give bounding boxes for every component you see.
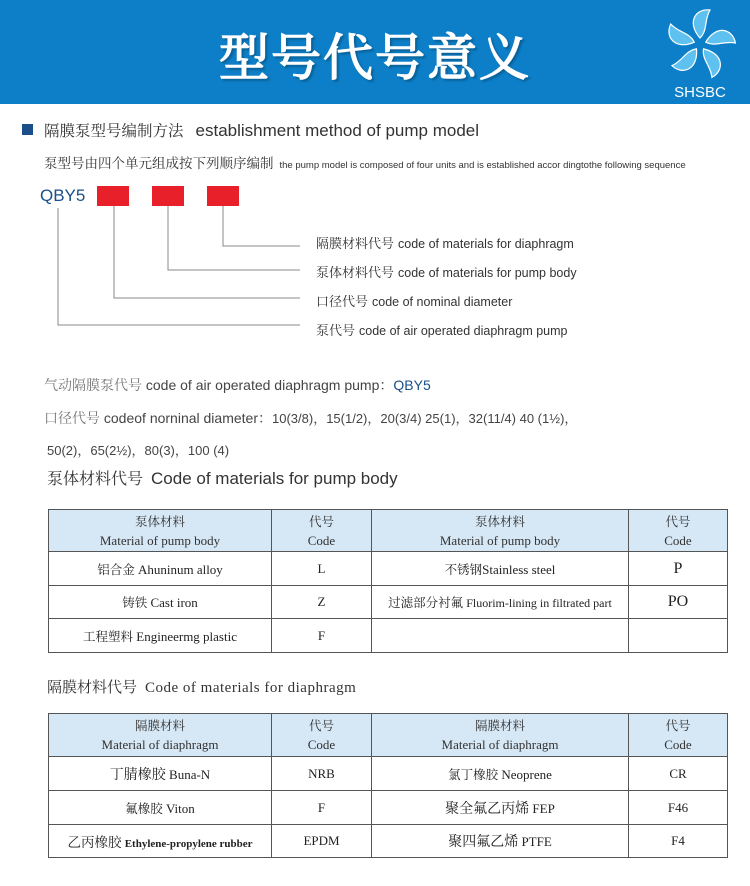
header-cell: 代号 Code — [272, 510, 372, 552]
unit-label — [316, 233, 574, 252]
material-cell: 氯丁橡胶 Neoprene — [372, 757, 629, 791]
code-cell: CR — [629, 757, 728, 791]
material-cell: 过滤部分衬氟 Fluorim-lining in filtrated part — [372, 586, 629, 619]
table-row — [49, 552, 728, 586]
unit-label-en: code of air operated diaphragm pump — [359, 324, 568, 338]
unit-box — [97, 186, 129, 206]
header-cell: 隔膜材料 Material of diaphragm — [49, 714, 272, 757]
material-cell: 工程塑料 Engineermg plastic — [49, 619, 272, 653]
unit-label-cn: 泵代号 — [316, 324, 356, 339]
unit-label-en: code of materials for pump body — [398, 266, 577, 280]
section-heading — [44, 119, 479, 141]
unit-box — [207, 186, 239, 206]
diaphragm-table-title-cn: 隔膜材料代号 — [47, 678, 138, 696]
pump-code-cn: 气动隔膜泵代号 — [44, 377, 142, 393]
code-cell: P — [629, 552, 728, 586]
material-cell: 不锈钢Stainless steel — [372, 552, 629, 586]
diaphragm-table-title-en: Code of materials for diaphragm — [145, 680, 357, 696]
material-cell: 丁腈橡胶 Buna-N — [49, 757, 272, 791]
material-cell — [372, 619, 629, 653]
page-title: 型号代号意义 — [219, 29, 531, 87]
section-heading-en: establishment method of pump model — [195, 121, 480, 140]
subtitle-cn: 泵型号由四个单元组成按下列顺序编制 — [44, 156, 274, 172]
diaphragm-table-title — [47, 676, 356, 697]
section-heading-cn: 隔膜泵型号编制方法 — [44, 122, 184, 140]
material-cell: 氟橡胶 Viton — [49, 791, 272, 825]
unit-label-en: code of materials for diaphragm — [398, 237, 574, 251]
header-cell: 代号 Code — [629, 510, 728, 552]
code-cell: F — [272, 791, 372, 825]
brand-logo — [660, 4, 740, 100]
diameter-line — [44, 408, 577, 428]
code-cell: F — [272, 619, 372, 653]
unit-label-cn: 口径代号 — [316, 295, 369, 310]
body-material-table — [48, 509, 728, 653]
table-row — [49, 586, 728, 619]
unit-label — [316, 320, 567, 339]
code-cell: F46 — [629, 791, 728, 825]
unit-label — [316, 291, 512, 310]
code-cell: F4 — [629, 825, 728, 858]
header-cell: 隔膜材料 Material of diaphragm — [372, 714, 629, 757]
material-cell: 聚全氟乙丙烯 FEP — [372, 791, 629, 825]
code-cell: L — [272, 552, 372, 586]
pump-code-en: code of air operated diaphragm pump： — [145, 377, 394, 393]
header-cell: 代号 Code — [629, 714, 728, 757]
pump-code-line — [44, 375, 431, 395]
table-row — [49, 825, 728, 858]
table-row — [49, 791, 728, 825]
code-cell: NRB — [272, 757, 372, 791]
header-cell: 代号 Code — [272, 714, 372, 757]
section-subtitle — [44, 152, 686, 172]
table-row — [49, 619, 728, 653]
header-cell: 泵体材料 Material of pump body — [49, 510, 272, 552]
header-cell: 泵体材料 Material of pump body — [372, 510, 629, 552]
material-cell: 铝合金 Ahuninum alloy — [49, 552, 272, 586]
unit-label — [316, 262, 577, 281]
logo-text: SHSBC — [674, 84, 726, 101]
table-header-row — [49, 714, 728, 757]
model-prefix: QBY5 — [40, 186, 86, 205]
table-row — [49, 757, 728, 791]
unit-label-en: code of nominal diameter — [372, 295, 513, 309]
code-cell: PO — [629, 586, 728, 619]
code-cell — [629, 619, 728, 653]
material-cell: 乙丙橡胶 Ethylene-propylene rubber — [49, 825, 272, 858]
unit-label-cn: 泵体材料代号 — [316, 266, 395, 281]
subtitle-en: the pump model is composed of four units and is established accor dingtothe following sequence — [279, 160, 686, 171]
diameter-values: 10(3/8)，15(1/2)，20(3/4) 25(1)，32(11/4) 40 (1½)， — [272, 411, 578, 426]
header-banner — [0, 0, 750, 104]
table-header-row — [49, 510, 728, 552]
code-cell: Z — [272, 586, 372, 619]
code-cell: EPDM — [272, 825, 372, 858]
unit-label-cn: 隔膜材料代号 — [316, 237, 395, 252]
pump-code-value: QBY5 — [393, 377, 431, 393]
section-bullet-icon — [22, 124, 33, 135]
body-table-title-cn: 泵体材料代号 — [47, 469, 144, 488]
diaphragm-material-table — [48, 713, 728, 858]
unit-box — [152, 186, 184, 206]
diameter-values-line2: 50(2)，65(2½)，80(3)，100 (4) — [47, 443, 230, 458]
diameter-cn: 口径代号 — [44, 410, 100, 426]
body-table-title — [47, 466, 398, 489]
pinwheel-flower-icon — [660, 4, 740, 84]
body-table-title-en: Code of materials for pump body — [151, 469, 398, 488]
material-cell: 聚四氟乙烯 PTFE — [372, 825, 629, 858]
diameter-en: codeof norninal diameter： — [103, 410, 272, 426]
material-cell: 铸铁 Cast iron — [49, 586, 272, 619]
